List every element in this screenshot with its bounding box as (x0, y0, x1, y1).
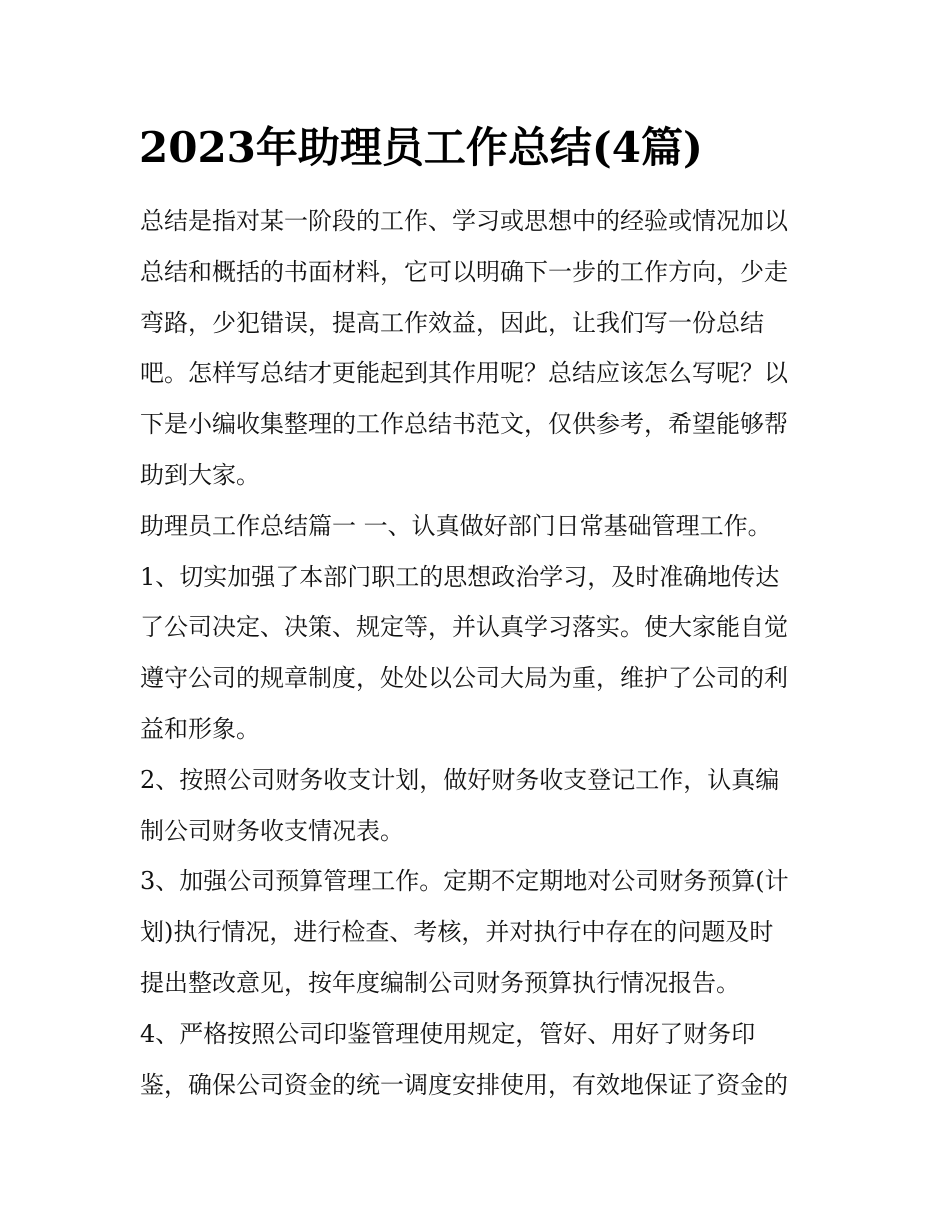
text-line: 划)执行情况，进行检查、考核，并对执行中存在的问题及时 (140, 918, 774, 947)
text-line: 了公司决定、决策、规定等，并认真学习落实。使大家能自觉 (140, 613, 788, 642)
document-title: 2023年助理员工作总结(4篇) (139, 123, 703, 172)
text-line: 鉴，确保公司资金的统一调度安排使用，有效地保证了资金的 (140, 1070, 788, 1099)
item-3-paragraph (140, 856, 820, 1008)
text-line: 益和形象。 (140, 714, 260, 743)
text-line: 3、加强公司预算管理工作。定期不定期地对公司财务预算(计 (140, 867, 789, 896)
intro-paragraph (140, 196, 820, 501)
text-line: 助到大家。 (140, 460, 260, 489)
text-line: 弯路，少犯错误，提高工作效益，因此，让我们写一份总结 (140, 308, 764, 337)
text-line: 下是小编收集整理的工作总结书范文，仅供参考，希望能够帮 (140, 410, 788, 439)
text-line: 4、严格按照公司印鉴管理使用规定，管好、用好了财务印 (140, 1019, 756, 1048)
text-line: 遵守公司的规章制度，处处以公司大局为重，维护了公司的利 (140, 664, 788, 693)
text-line: 总结是指对某一阶段的工作、学习或思想中的经验或情况加以 (140, 207, 788, 235)
text-line: 制公司财务收支情况表。 (140, 816, 404, 845)
text-line: 总结和概括的书面材料，它可以明确下一步的工作方向，少走 (140, 257, 788, 286)
text-line: 2、按照公司财务收支计划，做好财务收支登记工作，认真编 (140, 765, 780, 794)
text-line: 吧。怎样写总结才更能起到其作用呢？总结应该怎么写呢？以 (140, 359, 788, 388)
text-line: 1、切实加强了本部门职工的思想政治学习，及时准确地传达 (140, 562, 780, 591)
document-body (140, 196, 820, 1110)
text-line: 提出整改意见，按年度编制公司财务预算执行情况报告。 (140, 968, 740, 997)
text-line: 助理员工作总结篇一 一、认真做好部门日常基础管理工作。 (140, 511, 772, 540)
section-heading-paragraph (140, 501, 820, 552)
item-4-paragraph (140, 1009, 820, 1111)
item-1-paragraph (140, 552, 820, 755)
item-2-paragraph (140, 755, 820, 857)
